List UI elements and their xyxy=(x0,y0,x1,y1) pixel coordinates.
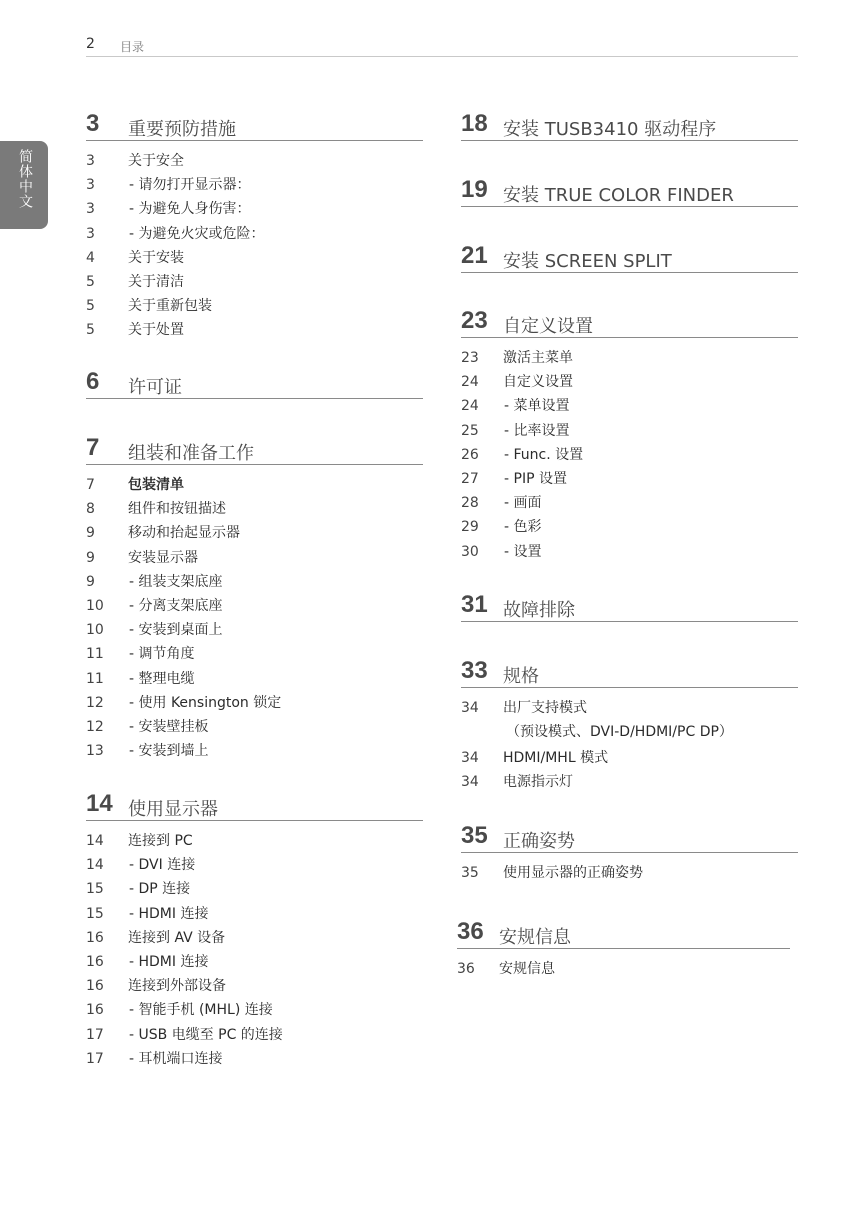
entry-label: 安规信息 xyxy=(499,961,555,977)
toc-entry[interactable] xyxy=(86,974,423,998)
entry-label: 关于清洁 xyxy=(128,273,184,290)
section-title: 许可证 xyxy=(128,377,182,398)
entry-page-number: 10 xyxy=(86,622,104,639)
entry-label: - 安装壁挂板 xyxy=(129,718,209,735)
toc-entry[interactable] xyxy=(86,222,423,246)
entry-page-number: 35 xyxy=(461,865,479,881)
toc-entry[interactable] xyxy=(86,546,423,570)
entry-page-number: 13 xyxy=(86,743,104,760)
entry-page-number: 27 xyxy=(461,470,479,487)
entry-page-number: 9 xyxy=(86,525,95,542)
entry-list xyxy=(86,149,423,343)
toc-entry[interactable] xyxy=(86,173,423,197)
section-page-number: 36 xyxy=(457,918,484,945)
toc-section xyxy=(457,916,790,981)
entry-label: - 请勿打开显示器： xyxy=(129,177,251,194)
entry-label: 电源指示灯 xyxy=(503,774,573,791)
section-title: 重要预防措施 xyxy=(128,119,236,140)
toc-entry[interactable] xyxy=(86,294,423,318)
section-page-number: 21 xyxy=(461,242,488,269)
section-title: 安规信息 xyxy=(499,927,571,948)
entry-page-number: 25 xyxy=(461,422,479,439)
toc-entry[interactable] xyxy=(86,570,423,594)
section-page-number: 31 xyxy=(461,591,488,618)
section-heading[interactable] xyxy=(461,589,798,622)
toc-entry[interactable] xyxy=(86,618,423,642)
entry-list xyxy=(457,957,790,981)
entry-page-number: 12 xyxy=(86,718,104,735)
toc-entry[interactable] xyxy=(86,270,423,294)
entry-label: - 整理电缆 xyxy=(129,670,195,687)
toc-entry[interactable] xyxy=(86,246,423,270)
section-title: 正确姿势 xyxy=(503,831,575,852)
toc-entry[interactable] xyxy=(86,318,423,342)
entry-label: 包装清单 xyxy=(128,477,184,493)
entry-list xyxy=(86,829,423,1071)
entry-list xyxy=(461,861,798,885)
toc-section xyxy=(461,174,798,207)
entry-label: 连接到 PC xyxy=(128,833,193,849)
entry-page-number: 14 xyxy=(86,857,104,874)
entry-label: 关于安装 xyxy=(128,249,184,266)
toc-entry[interactable] xyxy=(86,667,423,691)
entry-page-number: 24 xyxy=(461,374,479,391)
entry-label: - DP 连接 xyxy=(129,881,191,898)
toc-entry[interactable] xyxy=(461,394,798,418)
entry-page-number: 12 xyxy=(86,694,104,711)
toc-entry[interactable] xyxy=(461,491,798,515)
entry-label: 出厂支持模式 xyxy=(503,700,587,716)
toc-entry[interactable] xyxy=(86,902,423,926)
entry-label: 移动和抬起显示器 xyxy=(128,525,240,542)
entry-page-number: 23 xyxy=(461,350,479,366)
section-page-number: 19 xyxy=(461,176,488,203)
entry-page-number: 9 xyxy=(86,549,95,566)
toc-section xyxy=(86,366,423,399)
entry-list xyxy=(461,696,798,795)
entry-page-number: 17 xyxy=(86,1026,104,1043)
toc-entry[interactable] xyxy=(461,540,798,564)
toc-section xyxy=(461,240,798,273)
entry-page-number: 36 xyxy=(457,961,475,977)
entry-page-number: 7 xyxy=(86,477,95,493)
toc-entry[interactable] xyxy=(86,926,423,950)
section-page-number: 35 xyxy=(461,822,488,849)
toc-entry[interactable] xyxy=(86,950,423,974)
entry-label: 组件和按钮描述 xyxy=(128,501,226,518)
toc-entry[interactable] xyxy=(461,861,798,885)
toc-entry[interactable] xyxy=(86,739,423,763)
entry-label: 连接到外部设备 xyxy=(128,978,226,995)
toc-section xyxy=(461,820,798,885)
toc-section xyxy=(86,432,423,763)
entry-page-number: 30 xyxy=(461,543,479,560)
entry-label: - USB 电缆至 PC 的连接 xyxy=(129,1026,283,1043)
language-tab xyxy=(0,141,48,229)
entry-label: - HDMI 连接 xyxy=(129,905,209,922)
toc-section xyxy=(461,305,798,564)
entry-page-number: 29 xyxy=(461,519,479,536)
toc-entry[interactable] xyxy=(86,197,423,221)
entry-page-number: 34 xyxy=(461,700,479,716)
section-page-number: 3 xyxy=(86,110,100,137)
toc-entry[interactable] xyxy=(461,467,798,491)
section-heading[interactable] xyxy=(461,655,798,688)
entry-list xyxy=(86,473,423,763)
section-title: 使用显示器 xyxy=(128,799,218,820)
toc-entry[interactable] xyxy=(461,419,798,443)
section-title: 组装和准备工作 xyxy=(128,443,254,464)
section-heading[interactable] xyxy=(461,174,798,207)
entry-page-number: 14 xyxy=(86,833,104,849)
section-page-number: 6 xyxy=(86,368,100,395)
entry-page-number: 5 xyxy=(86,298,95,315)
toc-entry[interactable] xyxy=(461,696,798,720)
toc-entry[interactable] xyxy=(461,370,798,394)
header-title: 目录 xyxy=(120,40,145,54)
entry-label: - 分离支架底座 xyxy=(129,597,223,614)
entry-label: - 比率设置 xyxy=(504,422,570,439)
entry-page-number: 5 xyxy=(86,322,95,339)
entry-page-number: 28 xyxy=(461,495,479,512)
entry-label: 使用显示器的正确姿势 xyxy=(503,865,643,881)
toc-entry[interactable] xyxy=(86,642,423,666)
entry-label: 关于重新包装 xyxy=(128,298,212,315)
entry-label: HDMI/MHL 模式 xyxy=(503,750,609,767)
entry-page-number: 11 xyxy=(86,670,104,687)
entry-label: - Func. 设置 xyxy=(504,446,584,463)
entry-page-number: 16 xyxy=(86,1002,104,1019)
entry-page-number: 9 xyxy=(86,573,95,590)
entry-list xyxy=(461,346,798,564)
entry-label: 连接到 AV 设备 xyxy=(128,929,226,946)
entry-label: 安装显示器 xyxy=(128,549,198,566)
section-heading[interactable] xyxy=(461,820,798,853)
toc-entry[interactable] xyxy=(86,521,423,545)
toc-section xyxy=(461,589,798,622)
entry-page-number: 3 xyxy=(86,201,95,218)
entry-page-number: 34 xyxy=(461,774,479,791)
entry-label: - DVI 连接 xyxy=(129,857,196,874)
section-title: 规格 xyxy=(503,666,539,687)
toc-entry[interactable] xyxy=(461,770,798,794)
entry-label: - 色彩 xyxy=(504,519,542,536)
toc-entry[interactable] xyxy=(461,443,798,467)
page-number: 2 xyxy=(86,36,95,52)
section-heading[interactable] xyxy=(461,305,798,338)
entry-page-number: 4 xyxy=(86,249,95,266)
toc-section xyxy=(86,788,423,1071)
toc-entry[interactable] xyxy=(86,715,423,739)
entry-page-number: 3 xyxy=(86,177,95,194)
toc-entry[interactable] xyxy=(86,691,423,715)
entry-label: - 为避免火灾或危险： xyxy=(129,225,265,242)
entry-label: 激活主菜单 xyxy=(503,350,573,366)
toc-entry[interactable] xyxy=(86,497,423,521)
toc-entry[interactable] xyxy=(461,720,798,746)
toc-entry[interactable] xyxy=(86,998,423,1022)
section-page-number: 18 xyxy=(461,110,488,137)
entry-page-number: 11 xyxy=(86,646,104,663)
toc-entry[interactable] xyxy=(86,473,423,497)
section-heading[interactable] xyxy=(86,432,423,465)
entry-page-number: 15 xyxy=(86,881,104,898)
toc-section xyxy=(461,108,798,141)
toc-entry[interactable] xyxy=(461,346,798,370)
section-heading[interactable] xyxy=(86,366,423,399)
section-heading[interactable] xyxy=(86,788,423,821)
entry-label: - 安装到桌面上 xyxy=(129,622,223,639)
entry-label: - 组装支架底座 xyxy=(129,573,223,590)
toc-entry[interactable] xyxy=(86,877,423,901)
entry-label: - 设置 xyxy=(504,543,542,560)
toc-entry[interactable] xyxy=(461,515,798,539)
entry-page-number: 34 xyxy=(461,750,479,767)
entry-page-number: 3 xyxy=(86,225,95,242)
section-title: 自定义设置 xyxy=(503,316,593,337)
section-title: 安装 TUSB3410 驱动程序 xyxy=(503,119,717,140)
entry-label: - 耳机端口连接 xyxy=(129,1050,223,1067)
entry-page-number: 16 xyxy=(86,978,104,995)
section-page-number: 14 xyxy=(86,790,113,817)
toc-entry[interactable] xyxy=(86,594,423,618)
language-tab-label: 简体中文 xyxy=(17,149,33,209)
toc-entry[interactable] xyxy=(457,957,790,981)
section-title: 安装 SCREEN SPLIT xyxy=(503,251,672,272)
entry-label: - 安装到墙上 xyxy=(129,743,209,760)
section-heading[interactable] xyxy=(86,108,423,141)
toc-entry[interactable] xyxy=(86,149,423,173)
section-title: 安装 TRUE COLOR FINDER xyxy=(503,185,734,206)
toc-entry[interactable] xyxy=(86,1023,423,1047)
entry-page-number: 10 xyxy=(86,597,104,614)
entry-page-number: 16 xyxy=(86,929,104,946)
entry-label: - HDMI 连接 xyxy=(129,953,209,970)
entry-label: - 调节角度 xyxy=(129,646,195,663)
toc-entry[interactable] xyxy=(86,853,423,877)
entry-page-number: 3 xyxy=(86,153,95,169)
entry-label: - 使用 Kensington 锁定 xyxy=(129,694,282,711)
section-title: 故障排除 xyxy=(503,600,575,621)
entry-page-number: 24 xyxy=(461,398,479,415)
entry-page-number: 15 xyxy=(86,905,104,922)
entry-label: - 为避免人身伤害： xyxy=(129,201,251,218)
section-heading[interactable] xyxy=(457,916,790,949)
entry-label: 自定义设置 xyxy=(503,374,573,391)
toc-entry[interactable] xyxy=(86,829,423,853)
entry-label: - 智能手机 (MHL) 连接 xyxy=(129,1002,273,1019)
entry-label: （预设模式、DVI-D/HDMI/PC DP） xyxy=(506,724,733,741)
entry-label: 关于安全 xyxy=(128,153,184,169)
section-heading[interactable] xyxy=(461,108,798,141)
entry-page-number: 16 xyxy=(86,953,104,970)
section-heading[interactable] xyxy=(461,240,798,273)
toc-entry[interactable] xyxy=(86,1047,423,1071)
section-page-number: 7 xyxy=(86,434,100,461)
toc-section xyxy=(86,108,423,343)
page-header xyxy=(86,34,798,57)
toc-section xyxy=(461,655,798,795)
section-page-number: 33 xyxy=(461,657,488,684)
toc-entry[interactable] xyxy=(461,746,798,770)
entry-page-number: 8 xyxy=(86,501,95,518)
entry-page-number: 17 xyxy=(86,1050,104,1067)
entry-page-number: 5 xyxy=(86,273,95,290)
entry-label: 关于处置 xyxy=(128,322,184,339)
entry-label: - PIP 设置 xyxy=(504,470,567,487)
entry-page-number: 26 xyxy=(461,446,479,463)
section-page-number: 23 xyxy=(461,307,488,334)
entry-label: - 菜单设置 xyxy=(504,398,570,415)
entry-label: - 画面 xyxy=(504,495,542,512)
